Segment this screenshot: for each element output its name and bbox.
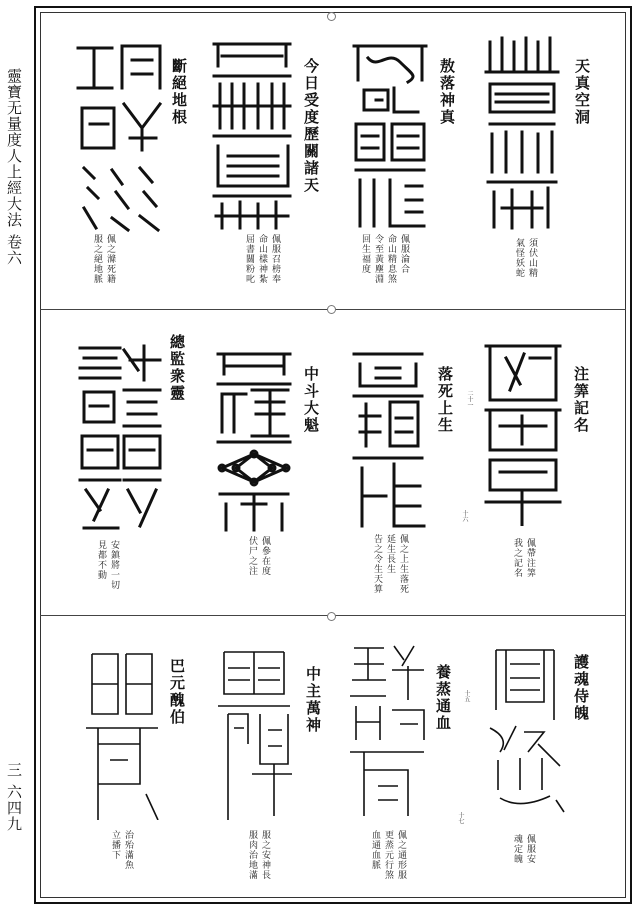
talisman-label: 天真空洞 [573, 58, 591, 126]
talisman-number: 二十一 [466, 390, 473, 408]
talisman-note: 屈書關粉叱 [244, 234, 254, 284]
talisman-label: 落死上生 [436, 366, 454, 434]
talisman-note: 命山精息煞 [386, 234, 396, 284]
talisman-note: 佩服淪合 [399, 234, 409, 274]
talisman-note: 佩之上生落死 [398, 534, 408, 594]
talisman-note: 我之記名 [512, 538, 522, 578]
talisman-label: 今日受度歷關諸天 [302, 58, 320, 194]
talisman-seal [348, 40, 432, 230]
talisman-note: 令至黃塵淵 [373, 234, 383, 284]
talisman-note: 延生長生 [385, 534, 395, 574]
talisman-seal [80, 644, 164, 820]
talisman-note: 血通血脈 [370, 830, 380, 870]
binding-hole [327, 12, 336, 21]
talisman-label: 中斗大魁 [302, 366, 320, 434]
talisman-seal [346, 346, 430, 532]
talisman-note: 佩參在度 [260, 536, 270, 576]
talisman-seal [208, 36, 296, 232]
talisman-seal [212, 346, 296, 532]
talisman-label: 中主萬神 [304, 666, 322, 734]
talisman-note: 命山樣神紮 [257, 234, 267, 284]
talisman-note: 須伏山精 [527, 238, 537, 278]
margin-title: 靈寶无量度人上經大法 卷六 [5, 68, 23, 266]
talisman-number: 十五 [463, 690, 470, 702]
talisman-note: 氣怪妖蛇 [514, 238, 524, 278]
talisman-label: 注筭記名 [572, 366, 590, 434]
talisman-note: 服之安神長 [260, 830, 270, 880]
talisman-seal [344, 640, 430, 820]
talisman-note: 佩帶注筭 [525, 538, 535, 578]
talisman-note: 佩之通形服 [396, 830, 406, 880]
talisman-note: 服肉治地滿 [247, 830, 257, 880]
talisman-label: 護魂侍魄 [572, 654, 590, 722]
talisman-note: 立播下 [110, 830, 120, 860]
talisman-seal [212, 644, 296, 820]
talisman-number: 十七 [457, 812, 464, 824]
talisman-number: 十六 [461, 510, 468, 522]
talisman-label: 巴元醜伯 [168, 658, 186, 726]
talisman-note: 佩之滌死籍 [105, 234, 115, 284]
binding-hole [327, 612, 336, 621]
binding-hole [327, 305, 336, 314]
talisman-note: 魂定魄 [512, 834, 522, 864]
talisman-seal [72, 38, 166, 234]
margin-page-number: 三 六四九 [5, 762, 23, 832]
talisman-label: 敖落神真 [438, 58, 456, 126]
talisman-note: 安鎮將一切 [109, 540, 119, 590]
talisman-note: 更蒸元行煞 [383, 830, 393, 880]
talisman-seal [74, 340, 166, 536]
talisman-note: 伏尸之注 [247, 536, 257, 576]
talisman-label: 斷絕地根 [170, 58, 188, 126]
talisman-label: 總監衆靈 [168, 334, 186, 402]
talisman-note: 告之令生天算 [372, 534, 382, 594]
talisman-note: 服之絕地脈 [92, 234, 102, 284]
talisman-label: 養蒸通血 [434, 664, 452, 732]
talisman-seal [482, 32, 562, 232]
talisman-note: 佩服召榜奉 [270, 234, 280, 284]
talisman-note: 見都不動 [96, 540, 106, 580]
talisman-seal [480, 340, 566, 526]
talisman-seal [480, 640, 570, 820]
talisman-note: 佩服安 [525, 834, 535, 864]
talisman-note: 治殆滿魚 [123, 830, 133, 870]
talisman-note: 回生福度 [360, 234, 370, 274]
